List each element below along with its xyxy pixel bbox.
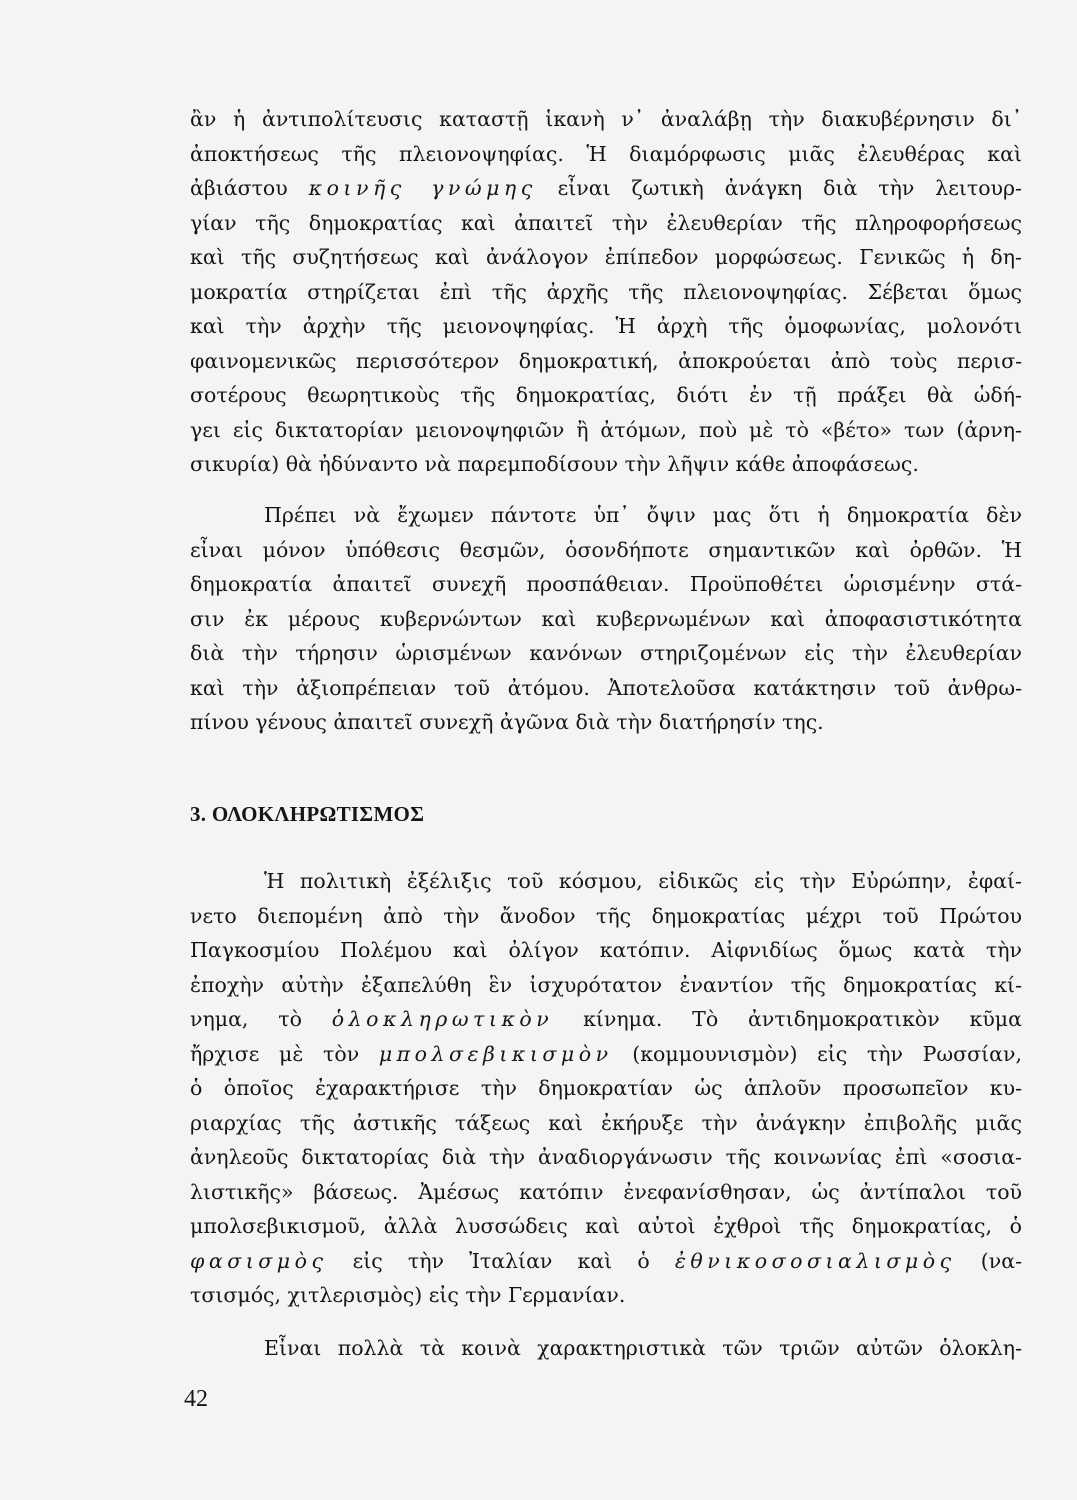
- text-line: ἐποχὴν αὐτὴν ἐξαπελύθη ἓν ἰσχυρότατον ἐναντίον τῆς δημοκρατίας κί-: [190, 972, 1022, 997]
- page-number: 42: [184, 1386, 208, 1412]
- text-line: γει εἰς δικτατορίαν μειονοψηφιῶν ἢ ἀτόμων, ποὺ μὲ τὸ «βέτο» των (ἀρνη-: [190, 417, 1022, 442]
- text-line: μπολσεβικισμοῦ, ἀλλὰ λυσσώδεις καὶ αὐτοὶ ἐχθροὶ τῆς δημοκρατίας, ὁ: [190, 1214, 1022, 1238]
- text-line-with-emphasis: [190, 171, 1022, 206]
- text-line: Ἡ πολιτικὴ ἐξέλιξις τοῦ κόσμου, εἰδικῶς εἰς τὴν Εὐρώπην, ἐφαί-: [264, 869, 1022, 893]
- text-line: φαινομενικῶς περισσότερον δημοκρατική, ἀποκρούεται ἀπὸ τοὺς περισ-: [190, 348, 1022, 373]
- text-line: σιν ἐκ μέρους κυβερνώντων καὶ κυβερνωμένων καὶ ἀποφασιστικότητα: [190, 606, 1022, 631]
- text-line: νετο διεπομένη ἀπὸ τὴν ἄνοδον τῆς δημοκρατίας μέχρι τοῦ Πρώτου: [190, 903, 1022, 928]
- text-line: καὶ τὴν ἀρχὴν τῆς μειονοψηφίας. Ἡ ἀρχὴ τῆς ὁμοφωνίας, μολονότι: [190, 314, 1022, 338]
- spaced-emphasis: φασισμὸς: [190, 1248, 328, 1273]
- spaced-emphasis: μπολσεβικισμὸν: [378, 1041, 613, 1066]
- spaced-emphasis: κοινῆς γνώμης: [308, 176, 537, 200]
- text-line: μοκρατία στηρίζεται ἐπὶ τῆς ἀρχῆς τῆς πλειονοψηφίας. Σέβεται ὅμως: [190, 279, 1022, 304]
- text-line: λιστικῆς» βάσεως. Ἀμέσως κατόπιν ἐνεφανίσθησαν, ὡς ἀντίπαλοι τοῦ: [190, 1179, 1022, 1204]
- text-fragment: (κομμουνισμὸν) εἰς τὴν Ρωσσίαν,: [632, 1041, 1022, 1066]
- spaced-emphasis: ἐθνικοσοσιαλισμὸς: [674, 1248, 956, 1273]
- text-line: διὰ τὴν τήρησιν ὡρισμένων κανόνων στηριζομένων εἰς τὴν ἐλευθερίαν: [190, 641, 1022, 665]
- spaced-emphasis: ὁλοκληρωτικὸν: [331, 1007, 554, 1031]
- text-fragment: εἰς τὴν Ἰταλίαν καὶ ὁ: [352, 1248, 650, 1273]
- text-fragment: κίνημα. Τὸ ἀντιδημοκρατικὸν κῦμα: [583, 1007, 1022, 1031]
- text-line-with-emphasis: [190, 1002, 1022, 1037]
- text-line: Παγκοσμίου Πολέμου καὶ ὀλίγον κατόπιν. Αἰφνιδίως ὅμως κατὰ τὴν: [190, 938, 1022, 962]
- text-line: εἶναι μόνον ὑπόθεσις θεσμῶν, ὁσονδήποτε σημαντικῶν καὶ ὀρθῶν. Ἡ: [190, 537, 1022, 562]
- text-fragment: (να-: [980, 1248, 1022, 1273]
- text-line-with-emphasis: [190, 1037, 1022, 1072]
- text-line: ὁ ὁποῖος ἐχαρακτήρισε τὴν δημοκρατίαν ὡς ἁπλοῦν προσωπεῖον κυ-: [190, 1076, 1022, 1100]
- text-line: ἀνηλεοῦς δικτατορίας διὰ τὴν ἀναδιοργάνωσιν τῆς κοινωνίας ἐπὶ «σοσια-: [190, 1145, 1022, 1169]
- paragraph-totalitarianism: [190, 864, 1022, 1313]
- text-fragment: νημα, τὸ: [190, 1007, 302, 1031]
- text-line: Εἶναι πολλὰ τὰ κοινὰ χαρακτηριστικὰ τῶν τριῶν αὐτῶν ὁλοκλη-: [264, 1336, 1022, 1360]
- text-line: γίαν τῆς δημοκρατίας καὶ ἀπαιτεῖ τὴν ἐλευθερίαν τῆς πληροφορήσεως: [190, 210, 1022, 235]
- text-line: σικυρία) θὰ ἠδύναντο νὰ παρεμποδίσουν τὴν λῆψιν κάθε ἀποφάσεως.: [190, 452, 919, 476]
- text-fragment: εἶναι ζωτικὴ ἀνάγκη διὰ τὴν λειτουρ-: [557, 176, 1022, 200]
- paragraph-democracy-opposition: [190, 102, 1022, 482]
- text-line: καὶ τὴν ἀξιοπρέπειαν τοῦ ἀτόμου. Ἀποτελοῦσα κατάκτησιν τοῦ ἀνθρω-: [190, 675, 1022, 700]
- text-line: ἀποκτήσεως τῆς πλειονοψηφίας. Ἡ διαμόρφωσις μιᾶς ἐλευθέρας καὶ: [190, 141, 1022, 166]
- paragraph-democracy-effort: [190, 498, 1022, 740]
- text-line: σοτέρους θεωρητικοὺς τῆς δημοκρατίας, διότι ἐν τῇ πράξει θὰ ὡδή-: [190, 383, 1022, 407]
- text-line: δημοκρατία ἀπαιτεῖ συνεχῆ προσπάθειαν. Προϋποθέτει ὡρισμένην στά-: [190, 572, 1022, 596]
- section-heading: 3. ΟΛΟΚΛΗΡΩΤΙΣΜΟΣ: [190, 802, 425, 826]
- text-line: ριαρχίας τῆς ἀστικῆς τάξεως καὶ ἐκήρυξε τὴν ἀνάγκην ἐπιβολῆς μιᾶς: [190, 1110, 1022, 1135]
- text-line: τσισμός, χιτλερισμὸς) εἰς τὴν Γερμανίαν.: [190, 1283, 626, 1307]
- text-fragment: ἤρχισε μὲ τὸν: [190, 1041, 360, 1066]
- text-line: καὶ τῆς συζητήσεως καὶ ἀνάλογον ἐπίπεδον μορφώσεως. Γενικῶς ἡ δη-: [190, 245, 1022, 269]
- text-line: ἂν ἡ ἀντιπολίτευσις καταστῇ ἱκανὴ ν᾽ ἀναλάβῃ τὴν διακυβέρνησιν δι᾽: [190, 107, 1022, 131]
- text-line: πίνου γένους ἀπαιτεῖ συνεχῆ ἀγῶνα διὰ τὴν διατήρησίν της.: [190, 710, 824, 734]
- text-line: Πρέπει νὰ ἔχωμεν πάντοτε ὑπ᾽ ὄψιν μας ὅτι ἡ δημοκρατία δὲν: [264, 503, 1022, 527]
- text-line-with-emphasis: [190, 1244, 1022, 1279]
- text-fragment: ἀβιάστου: [190, 176, 288, 200]
- paragraph-common-characteristics: [190, 1331, 1022, 1366]
